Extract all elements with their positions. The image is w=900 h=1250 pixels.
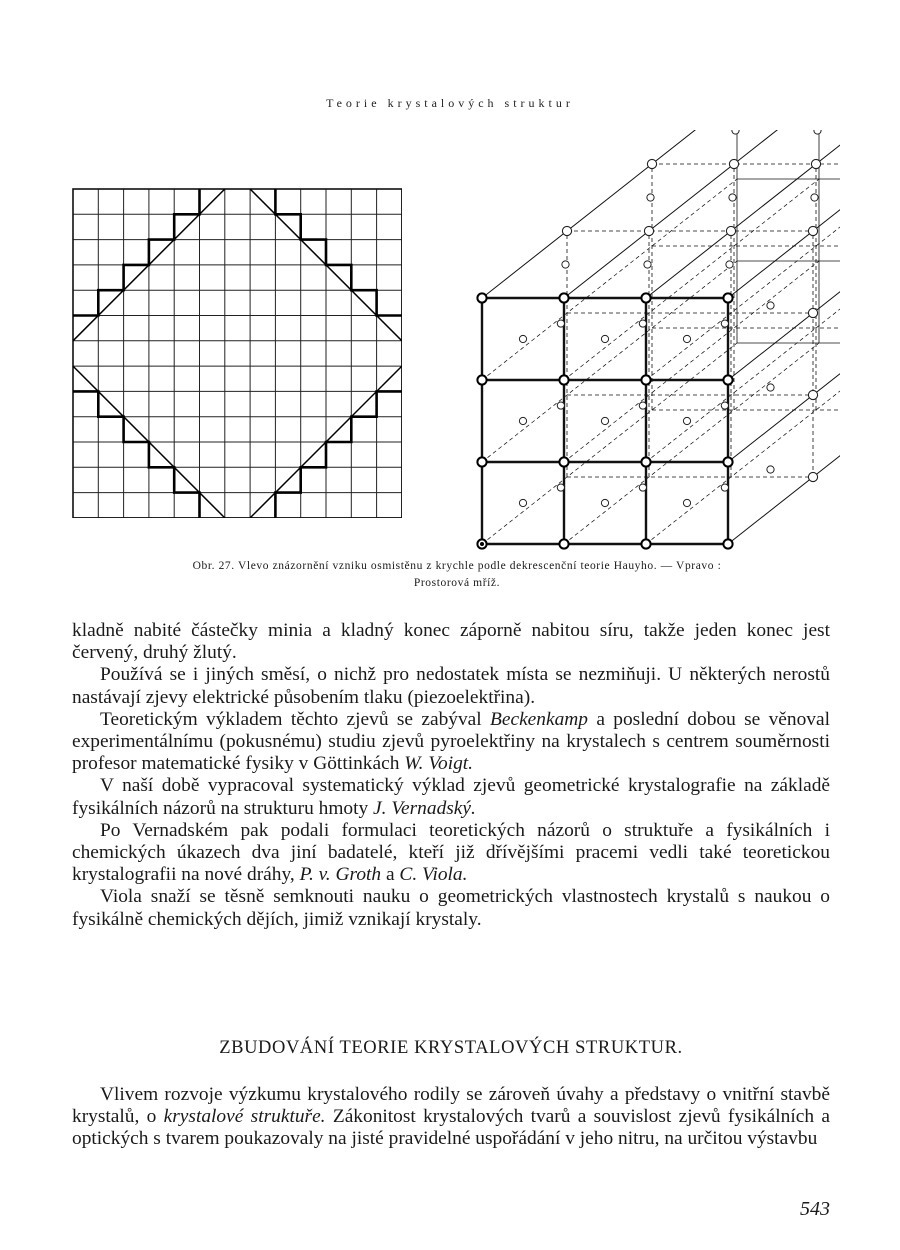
face-atom xyxy=(647,194,654,201)
lattice-atom xyxy=(559,293,568,302)
origin-atom xyxy=(480,542,484,546)
figure-caption-line2: Prostorová mříž. xyxy=(413,577,501,589)
face-atom xyxy=(557,484,564,491)
italic-name: J. Vernadský. xyxy=(373,797,476,819)
text-run: Teoretickým výkladem těchto zjevů se zabýval xyxy=(100,708,491,730)
face-atom xyxy=(811,194,818,201)
face-atom xyxy=(601,335,608,342)
lattice-atom xyxy=(808,226,817,235)
face-atom xyxy=(729,194,736,201)
text-run: Vlivem rozvoje výzkumu krystalového rodily se zároveň úvahy a představy o vnitřní stavbě krystalů, o xyxy=(72,1084,830,1128)
stair-step xyxy=(73,189,200,316)
paragraph xyxy=(72,709,830,776)
paragraph xyxy=(72,664,830,708)
face-atom xyxy=(814,130,821,134)
running-head: Teorie krystalových struktur xyxy=(326,96,574,110)
face-atom xyxy=(726,261,733,268)
face-atom xyxy=(683,417,690,424)
grid-border xyxy=(73,189,402,518)
page-number: 543 xyxy=(800,1198,830,1220)
face-atom xyxy=(639,402,646,409)
lattice-atom xyxy=(559,539,568,548)
face-atom xyxy=(683,335,690,342)
italic-name: W. Voigt. xyxy=(404,753,474,775)
section-heading: ZBUDOVÁNÍ TEORIE KRYSTALOVÝCH STRUKTUR. xyxy=(219,1038,683,1058)
face-atom xyxy=(732,130,739,134)
face-atom xyxy=(557,320,564,327)
text-run: Zákonitost krystalových tvarů a souvislost zjevů fysikálních a optických s tvarem poukazovaly na jisté pravidelné uspořádání v jeho nitru, na určitou výstavbu xyxy=(72,1106,830,1150)
face-atom xyxy=(639,484,646,491)
paragraph xyxy=(72,820,830,887)
lattice-atom xyxy=(641,375,650,384)
lattice-line xyxy=(564,130,819,298)
paragraph xyxy=(72,886,830,930)
italic-name: P. v. Groth xyxy=(299,864,382,886)
lattice-line xyxy=(564,343,819,544)
lattice-line xyxy=(728,179,840,380)
figure-caption xyxy=(72,558,842,592)
lattice-atom xyxy=(477,375,486,384)
text-run: Po Vernadském pak podali formulaci teoretických názorů o struktuře a fysikálních i chemických úkazech dva jiní badatelé, kteří již dřívějšími pracemi vedli také teoretickou krystalografii na nové dráhy, xyxy=(72,819,830,886)
italic-name: Beckenkamp xyxy=(490,708,588,730)
lattice-line xyxy=(482,343,737,544)
face-atom xyxy=(721,402,728,409)
italic-name: C. Viola. xyxy=(399,864,468,886)
figure-caption-line1: Obr. 27. Vlevo znázornění vzniku osmistěnu z krychle podle dekrescenční teorie Hauyho. — Vpravo : xyxy=(192,560,722,572)
lattice-line xyxy=(482,130,737,298)
face-atom xyxy=(519,335,526,342)
lattice-atom xyxy=(729,159,738,168)
face-atom xyxy=(767,384,774,391)
lattice-line xyxy=(482,261,737,462)
lattice-line xyxy=(564,179,819,380)
text-run: Viola snaží se těsně semknouti nauku o geometrických vlastnostech krystalů s naukou o fysikálně chemických dějích, jimiž vznikají krystaly. xyxy=(72,886,830,930)
lattice-line xyxy=(646,261,840,462)
lattice-atom xyxy=(808,390,817,399)
face-atom xyxy=(601,499,608,506)
text-run: kladně nabité částečky minia a kladný konec záporně nabitou síru, takže jeden konec jest červený, druhý žlutý. xyxy=(72,620,830,664)
lattice-line xyxy=(564,261,819,462)
lattice-atom xyxy=(808,472,817,481)
stair-step xyxy=(275,189,402,316)
face-atom xyxy=(519,499,526,506)
lattice-atom xyxy=(723,375,732,384)
lattice-atom xyxy=(559,375,568,384)
text-run: a xyxy=(381,864,400,886)
face-atom xyxy=(767,302,774,309)
lattice-atom xyxy=(723,293,732,302)
face-atom xyxy=(601,417,608,424)
face-atom xyxy=(557,402,564,409)
lattice-line xyxy=(728,261,840,462)
lattice-line xyxy=(646,179,840,380)
italic-name: krystalové struktuře. xyxy=(163,1106,326,1128)
lattice-atom xyxy=(723,539,732,548)
section-body-text xyxy=(72,1084,830,1151)
lattice-atom xyxy=(641,539,650,548)
face-atom xyxy=(767,466,774,473)
paragraph xyxy=(72,775,830,819)
lattice-line xyxy=(482,179,737,380)
paragraph xyxy=(72,1084,830,1151)
lattice-atom xyxy=(647,159,656,168)
lattice-atom xyxy=(477,293,486,302)
face-atom xyxy=(639,320,646,327)
text-run: Používá se i jiných směsí, o nichž pro nedostatek místa se nezmiňuji. U některých nerostů nastávají zjevy elektrické působením tlaku (piezoelektřina). xyxy=(72,664,830,708)
lattice-atom xyxy=(641,293,650,302)
lattice-atom xyxy=(808,308,817,317)
lattice-atom xyxy=(726,226,735,235)
lattice-atom xyxy=(641,457,650,466)
lattice-line xyxy=(728,343,840,544)
lattice-atom xyxy=(644,226,653,235)
paragraph xyxy=(72,620,830,664)
face-atom xyxy=(683,499,690,506)
lattice-atom xyxy=(477,457,486,466)
lattice-atom xyxy=(562,226,571,235)
face-atom xyxy=(721,484,728,491)
lattice-line xyxy=(646,343,840,544)
lattice-atom xyxy=(811,159,820,168)
text-run: V naší době vypracoval systematický výklad zjevů geometrické krystalografie na základě fysikálních názorů na strukturu hmoty xyxy=(72,775,830,819)
hauy-decrescence-grid-figure xyxy=(72,188,402,518)
lattice-atom xyxy=(559,457,568,466)
face-atom xyxy=(519,417,526,424)
text-run: a poslední dobou se věnoval experimentálnímu (pokusnému) studiu zjevů pyroelektřiny na krystalech s centrem souměrnosti profesor matematické fysiky v Göttinkách xyxy=(72,708,830,775)
face-atom xyxy=(721,320,728,327)
space-lattice-figure xyxy=(470,130,840,555)
lattice-atom xyxy=(723,457,732,466)
stair-step xyxy=(275,391,402,518)
body-text xyxy=(72,620,830,931)
stair-step xyxy=(73,391,200,518)
face-atom xyxy=(644,261,651,268)
lattice-line xyxy=(646,130,840,298)
face-atom xyxy=(562,261,569,268)
